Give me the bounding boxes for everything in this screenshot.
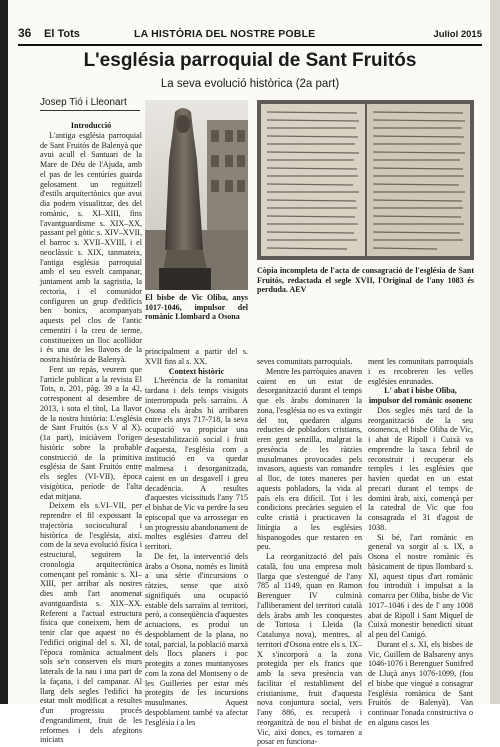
article-title: L'església parroquial de Sant Fruitós: [83, 50, 417, 71]
paragraph: Dos segles més tard de la reorganització de la seu osonenca, el bisbe Oliba de Vic, i abat de Ripoll i Cuixà va emprendre la tasca febril de reconstruir i recuperar els temples i les esglésies que havien quedat en un estat precari durant el temps de domini àrab, així, començà per la catedral de Vic que fou consagrada el 31 d'agost de 1038.: [368, 405, 473, 532]
section-heading-oliba: L' abat i bisbe Oliba, impulsor del romànic osonenc: [368, 386, 473, 405]
article-author: Josep Tió i Lleonart: [40, 97, 127, 108]
paragraph: Fent un repàs, veurem que l'article publicat a la revista El Tots, n. 201, pàg. 39 a la 42, corresponent al desembre de 2013, i sota el títol, La llavor de la nostra història: L'església de Sant Fruitós (s.s V al X), (1a part), iniciàvem l'origen històric sobre la probable construcció de la primitiva església de Sant Fruitós entre els segles (VI-VII), època visigòtica, període de l'alta edat mitjana.: [40, 364, 142, 501]
column-4: [368, 357, 473, 728]
page-edge-shadow: [0, 0, 8, 704]
paragraph: La reorganització del país català, fou una empresa molt llarga que s'estengué de l'any 785 al 1149, quan en Ramon Berenguer IV culminà l'alliberament del territori català dels àrabs amb les conquestes de Tortosa i Lleida (la Catalunya nova), mentres, al territori d'Osona entre els s. IX–X s'incorporà a la zona protegida per els francs que amb la seva presència van facilitar el restabliment del cristianisme, fruit d'aquesta nova conjuntura social, vers l'any 886, es recuperà i reorganitzà de nou el bisbat de Vic, així doncs, es tornaren a posar en funciona-: [257, 552, 362, 747]
section-title: LA HISTÒRIA DEL NOSTRE POBLE: [134, 28, 316, 40]
document-caption: Còpia incompleta de l'acta de consagració de l'església de Sant Fruitós, redactada el segle XVII, l'Original de l'any 1083 és perduda. AEV: [257, 266, 474, 295]
paragraph: ment les comunitats parroquials i es recobreren les velles esglésies enrunades.: [368, 357, 473, 386]
issue-date: Juliol 2015: [433, 29, 482, 40]
section-heading-context: Context històric: [168, 366, 225, 376]
paragraph: De fet, la intervenció dels àrabs a Osona, només es limità a una sèrie d'incursions o ràtzies, sense que això signifiqués una ocupació estable dels sarraïns al territori, però, a conseqüència d'aquestes actuacions, es produí un despoblament de la plana, no total, parcial, la població marxà dels llocs planers i poc protegits a zones muntanyoses com la zona del Montseny o de les Guilleries per estar més protegits de les incursions musulmanes. Aquest despoblament també va afectar l'església i a les: [145, 551, 248, 727]
paragraph: L'antiga església parroquial de Sant Fruitós de Balenyà que avui acull el Santuari de la Mare de Déu de l'Ajuda, amb el pas de les centúries guarda gelosament un reguitzell d'estils arquitectònics que avui dia podem visualitzar, des del romànic, s. XI–XIII, fins l'avantguardisme s. XIX–XX, passant pel gòtic s. XIV–XVII, el barroc s. XVII–XVIII, i el neoclàssic s. XIX, tanmateix, l'antiga església parroquial amb el seu esvelt campanar, juntament amb la sagristia, la rectoria, i el comunidor configuren un grup d'edificis ben bonics, acompanyats aquests pel clos de l'antic cementiri i la creu de terme, constitueixen un lloc acollidor i és una de les llavors de la nostra història de Balenyà.: [40, 130, 142, 364]
statue-photo-drawing: [145, 100, 248, 290]
column-2: [145, 347, 248, 727]
consecration-document-image: [257, 100, 474, 260]
paragraph: Deixem els s.VI–VII, per reprendre el fil expossant la trajectòria sociocultural i històrica de l'església, així, com de la seva evolució física i estructural, seguirem la cronologia arquitectònica començant pel romànic s. XI–XIII, per arribar als nostres dies amb l'art anomenat avantguardista s. XIX–XX. Referent a l'actual estructura física que coneixem, hem de tenir clar que aquest no és l'edifici original del s. XI, de l'època romànica actualment sols se'n conserven els murs laterals de la nau i una part de la façana, i del campanar. Al llarg dels segles l'edifici ha estat molt modificat a resultes d'un progressiu procés d'engrandiment, fruit de les reformes i dels afegitons iniciats: [40, 501, 142, 745]
page-edge-right: [490, 0, 500, 704]
header-rule: [18, 44, 482, 46]
paragraph: Mentre les parròquies anaven caient en un estat de desorganització durant el temps que els àrabs dominaren la zona, l'església no es va extingir del tot, quedaren alguns reductes de pobladors cristians, eren gent senzilla, malgrat la presència de les ràtzies musulmanes provocades pels invasors, aquests van romandre al lloc, de totes maneres per aquests pobladors, la vida al país els era difícil. Tot i les condicions precàries seguien el culte cristià i practicaven la litúrgia a les esglésies hispanogodes que restaren en peu.: [257, 366, 362, 552]
publication-name: El Tots: [44, 28, 80, 40]
photo-caption: El bisbe de Vic Oliba, anys 1017-1046, impulsor del romànic Llombard a Osona: [145, 293, 248, 322]
column-1: [40, 121, 142, 745]
page-header: [18, 26, 482, 42]
column-3: [257, 357, 362, 747]
article-subtitle: La seva evolució històrica (2a part): [160, 78, 340, 90]
author-underline: [40, 110, 140, 111]
page-number: 36: [18, 26, 32, 40]
section-heading-intro: Introducció: [70, 121, 112, 130]
paragraph: Durant el s. XI, els bisbes de Vic, Guillem de Balsareny anys 1046-1076 i Berenguer Sunifred de Lluçà anys 1076-1099, (fou el bisbe que vingué a consagrar l'església romànica de Sant Fruitós de Balenyà). Van continuar l'onada constructiva o en alguns casos les: [368, 639, 473, 727]
bishop-oliba-statue-photo: [145, 100, 248, 290]
paragraph: seves comunitats parroquials.: [257, 357, 353, 366]
manuscript-drawing: [257, 100, 474, 260]
paragraph: L'herència de la romanitat tardana i dels temps visigots interrompuda pels sarraïns. A Osona els àrabs hi arribaren entre els anys 717-718, la seva ocupació va propiciar una desestabilització social i fruit d'aquesta, l'església com a institució en va quedar malmesa i desorganitzada, caient en un desgavell i greu decadència. A resultes d'aquestes vicissituds l'any 715 el bisbat de Vic va perdre la seu episcopal que va arrossegar en un progressiu abandonament de moltes esglésies d'arreu del territori.: [145, 376, 248, 551]
paragraph: principalment a partir del s. XVII fins al s. XX.: [145, 347, 248, 366]
paragraph: Si bé, l'art romànic en general va sorgir al s. IX, a Osona el nostre romànic és bàsicament de tipus llombard s. XI, aquest tipus d'art romànic fou introduït i impulsat a la comarca per Oliba, bisbe de Vic 1017–1046 i des de l' any 1008 abat de Ripoll i Sant Miquel de Cuixà monestir benedictí situat al peu del Canigó.: [368, 532, 473, 639]
